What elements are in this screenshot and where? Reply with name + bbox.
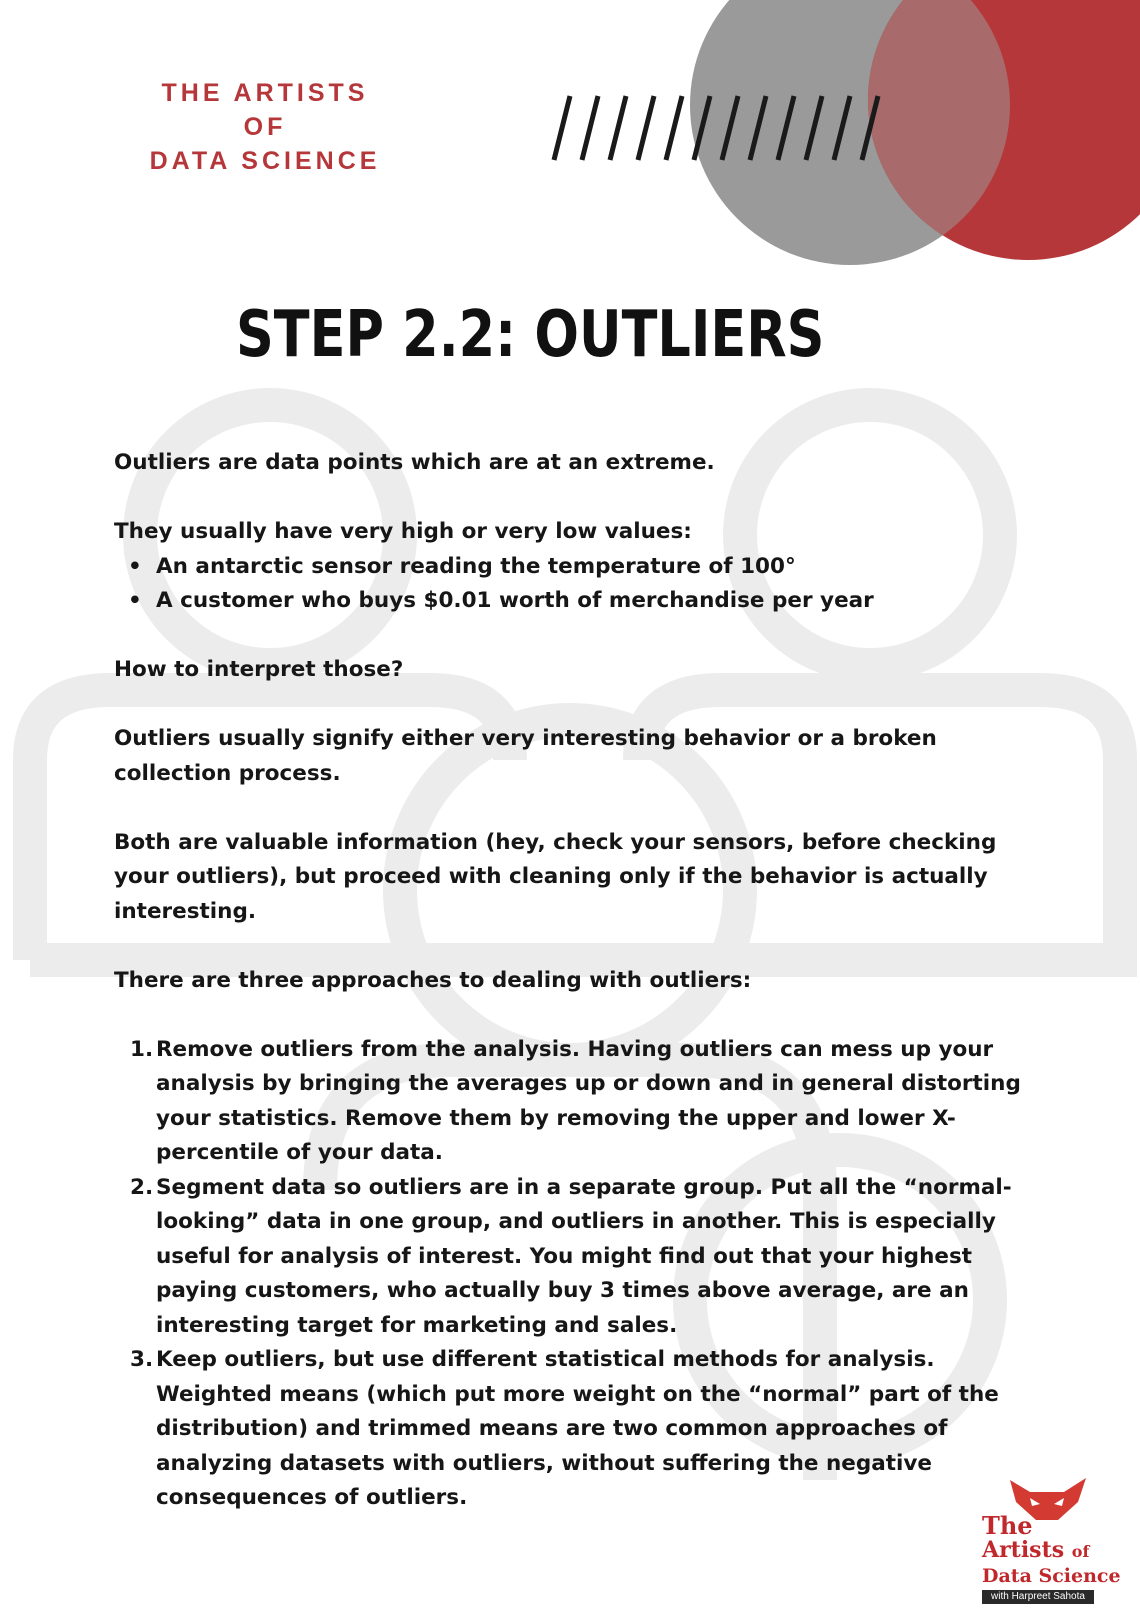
list-item bbox=[114, 1171, 1044, 1344]
list-item: • A customer who buys $0.01 worth of merchandise per year bbox=[114, 584, 1044, 619]
brand-line: THE ARTISTS bbox=[161, 79, 369, 107]
approaches-list bbox=[114, 1033, 1044, 1516]
valuable-paragraph: Both are valuable information (hey, check your sensors, before checking your outliers), but proceed with cleaning only if the behavior is actually interesting. bbox=[114, 829, 997, 924]
page-title: STEP 2.2: OUTLIERS bbox=[236, 298, 825, 372]
item-text: Segment data so outliers are in a separate group. Put all the “normal-looking” data in one group, and outliers in another. This is especially useful for analysis of interest. You might find out that your highest paying customers, who actually buy 3 times above average, are an interesting target for marketing and sales. bbox=[156, 1174, 1012, 1338]
logo-line: Data Science bbox=[982, 1565, 1121, 1587]
list-item bbox=[114, 1033, 1044, 1171]
slash-decoration bbox=[540, 92, 890, 164]
brand-line: OF bbox=[243, 113, 287, 141]
item-number: 2. bbox=[130, 1174, 154, 1200]
brand-text bbox=[130, 76, 400, 178]
example-list bbox=[114, 550, 1044, 619]
logo-tagline: with Harpreet Sahota bbox=[982, 1590, 1094, 1604]
list-item: • An antarctic sensor reading the temperature of 100° bbox=[114, 550, 1044, 585]
approaches-intro: There are three approaches to dealing with outliers: bbox=[114, 967, 752, 993]
list-item bbox=[114, 1343, 1044, 1516]
item-text: Keep outliers, but use different statistical methods for analysis. Weighted means (which put more weight on the “normal” part of the distribution) and trimmed means are two common approaches of analyzing datasets with outliers, without suffering the negative consequences of outliers. bbox=[156, 1347, 999, 1510]
values-paragraph: They usually have very high or very low values: bbox=[114, 519, 692, 544]
item-number: 1. bbox=[130, 1036, 154, 1062]
content-body bbox=[114, 446, 1044, 1516]
signify-paragraph: Outliers usually signify either very interesting behavior or a broken collection process. bbox=[114, 726, 937, 786]
intro-paragraph: Outliers are data points which are at an extreme. bbox=[114, 450, 715, 475]
brand-line: DATA SCIENCE bbox=[149, 147, 381, 175]
item-number: 3. bbox=[130, 1347, 154, 1372]
logo-line: Artists of bbox=[982, 1537, 1090, 1563]
item-text: Remove outliers from the analysis. Having outliers can mess up your analysis by bringing the averages up or down and in general distorting your statistics. Remove them by removing the upper and lower X-percentile of your data. bbox=[156, 1036, 1021, 1165]
logo-line: The bbox=[982, 1511, 1033, 1540]
logo-text bbox=[982, 1511, 1132, 1588]
brand-logo bbox=[982, 1478, 1132, 1606]
question-paragraph: How to interpret those? bbox=[114, 657, 404, 682]
